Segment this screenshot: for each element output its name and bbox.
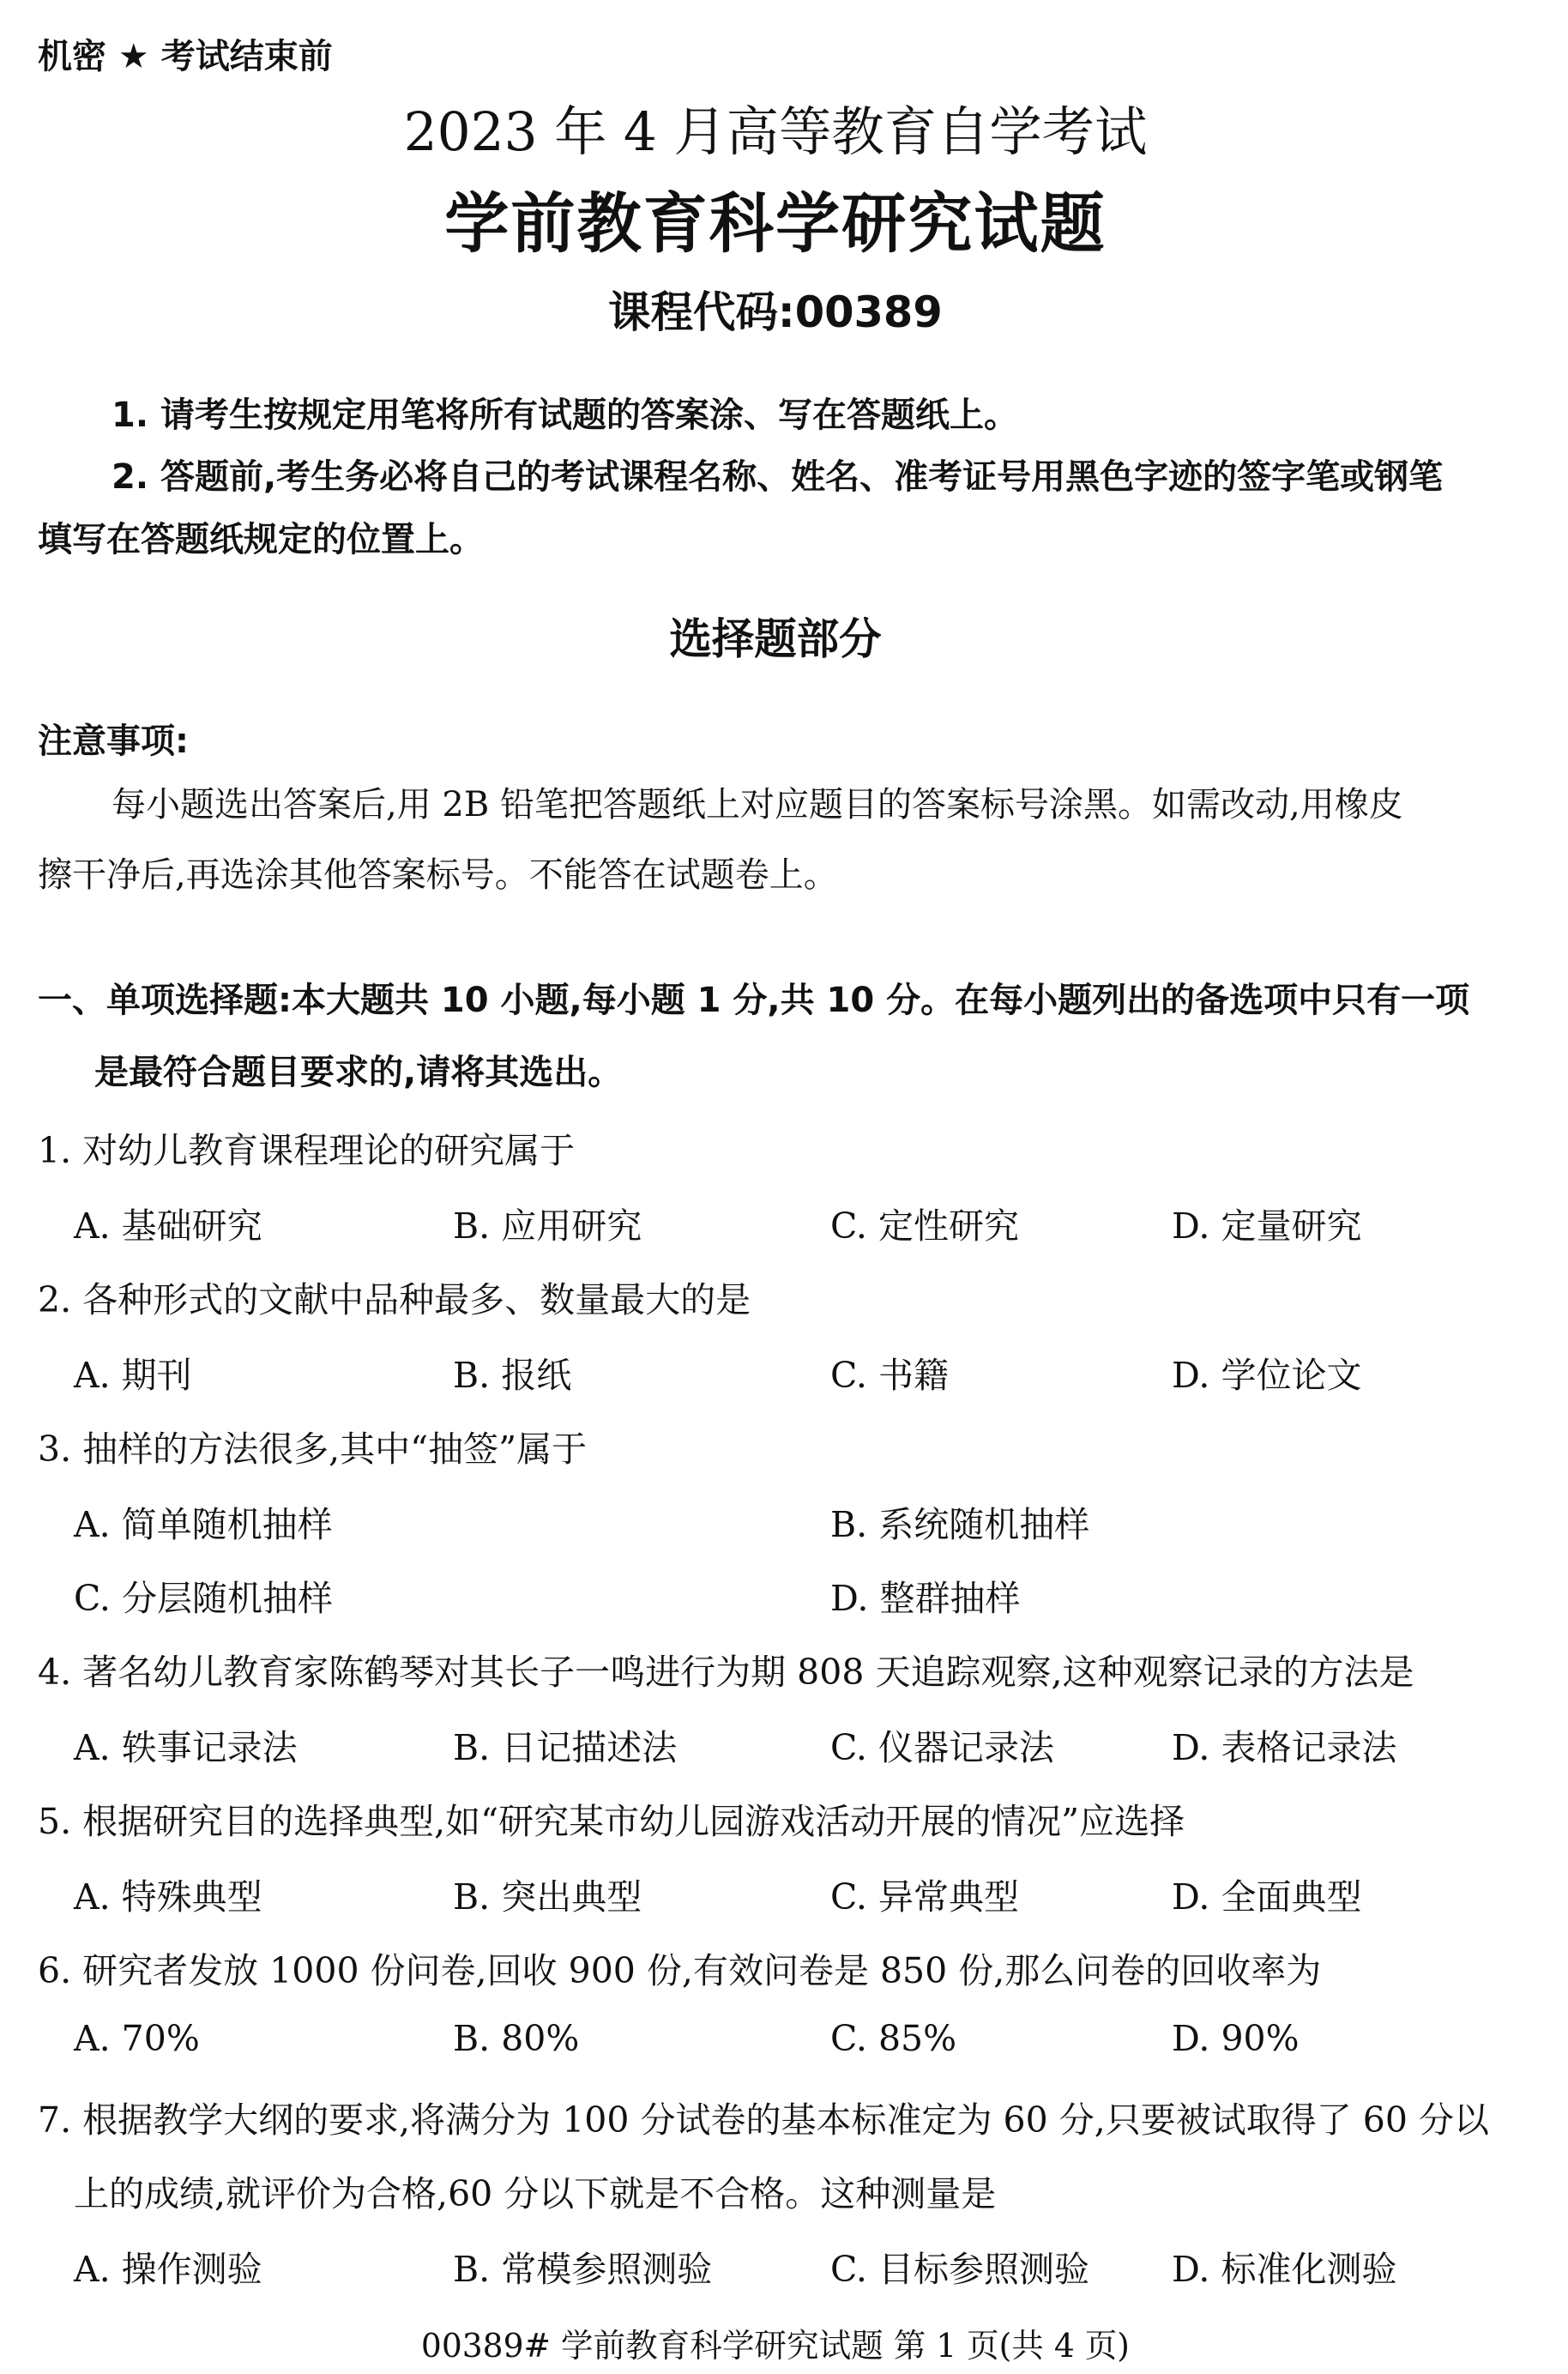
question-3: 3. 抽样的方法很多,其中“抽签”属于	[38, 1429, 588, 1470]
question-6: 6. 研究者发放 1000 份问卷,回收 900 份,有效问卷是 850 份,那么问卷的回收率为	[38, 1950, 1322, 1991]
q5-option-a: A. 特殊典型	[74, 1876, 262, 1918]
question-5: 5. 根据研究目的选择典型,如“研究某市幼儿园游戏活动开展的情况”应选择	[38, 1801, 1185, 1842]
paper-title: 学前教育科学研究试题	[444, 185, 1107, 262]
page-footer: 00389# 学前教育科学研究试题 第 1 页(共 4 页)	[420, 2327, 1130, 2365]
q1-option-b: B. 应用研究	[453, 1205, 642, 1247]
confidential-label: 机密 ★ 考试结束前	[38, 37, 333, 76]
instruction-1: 1. 请考生按规定用笔将所有试题的答案涂、写在答题纸上。	[112, 396, 1018, 435]
instruction-2-cont: 填写在答题纸规定的位置上。	[38, 520, 484, 559]
q7-option-a: A. 操作测验	[74, 2249, 262, 2290]
q1-option-d: D. 定量研究	[1172, 1205, 1362, 1247]
part1-title-line-1: 一、单项选择题:本大题共 10 小题,每小题 1 分,共 10 分。在每小题列出的备选项中只有一项	[38, 981, 1470, 1020]
q1-option-a: A. 基础研究	[74, 1205, 262, 1247]
q3-option-d: D. 整群抽样	[830, 1578, 1021, 1619]
question-1: 1. 对幼儿教育课程理论的研究属于	[38, 1130, 576, 1171]
part1-title-line-2: 是最符合题目要求的,请将其选出。	[94, 1053, 623, 1092]
q7-option-b: B. 常模参照测验	[453, 2249, 713, 2290]
q4-option-c: C. 仪器记录法	[830, 1727, 1054, 1768]
question-2: 2. 各种形式的文献中品种最多、数量最大的是	[38, 1279, 751, 1320]
q2-option-b: B. 报纸	[453, 1355, 572, 1396]
q5-option-c: C. 异常典型	[830, 1876, 1019, 1918]
q2-option-c: C. 书籍	[830, 1355, 949, 1396]
course-code: 课程代码:00389	[608, 287, 943, 337]
q2-option-a: A. 期刊	[74, 1355, 192, 1396]
q4-option-a: A. 轶事记录法	[74, 1727, 298, 1768]
question-7-cont: 上的成绩,就评价为合格,60 分以下就是不合格。这种测量是	[74, 2173, 997, 2214]
q2-option-d: D. 学位论文	[1172, 1355, 1362, 1396]
exam-title: 2023 年 4 月高等教育自学考试	[403, 100, 1148, 163]
q6-option-b: B. 80%	[453, 2018, 580, 2059]
q5-option-d: D. 全面典型	[1172, 1876, 1362, 1918]
q7-option-d: D. 标准化测验	[1172, 2249, 1397, 2290]
q1-option-c: C. 定性研究	[830, 1205, 1019, 1247]
question-4: 4. 著名幼儿教育家陈鹤琴对其长子一鸣进行为期 808 天追踪观察,这种观察记录的方法是	[38, 1652, 1414, 1693]
q7-option-c: C. 目标参照测验	[830, 2249, 1089, 2290]
q5-option-b: B. 突出典型	[453, 1876, 642, 1918]
notes-label: 注意事项:	[38, 722, 189, 761]
notes-line-1: 每小题选出答案后,用 2B 铅笔把答题纸上对应题目的答案标号涂黑。如需改动,用橡皮	[112, 785, 1403, 825]
notes-line-2: 擦干净后,再选涂其他答案标号。不能答在试题卷上。	[38, 855, 838, 895]
q3-option-a: A. 简单随机抽样	[74, 1504, 333, 1545]
question-7: 7. 根据教学大纲的要求,将满分为 100 分试卷的基本标准定为 60 分,只要被试取得了 60 分以	[38, 2099, 1490, 2141]
q6-option-a: A. 70%	[74, 2018, 200, 2059]
q4-option-d: D. 表格记录法	[1172, 1727, 1397, 1768]
q6-option-d: D. 90%	[1172, 2018, 1300, 2059]
section-title: 选择题部分	[669, 614, 882, 664]
instruction-2: 2. 答题前,考生务必将自己的考试课程名称、姓名、准考证号用黑色字迹的签字笔或钢笔	[112, 457, 1444, 497]
q4-option-b: B. 日记描述法	[453, 1727, 678, 1768]
q3-option-c: C. 分层随机抽样	[74, 1578, 333, 1619]
q6-option-c: C. 85%	[830, 2018, 957, 2059]
q3-option-b: B. 系统随机抽样	[830, 1504, 1090, 1545]
